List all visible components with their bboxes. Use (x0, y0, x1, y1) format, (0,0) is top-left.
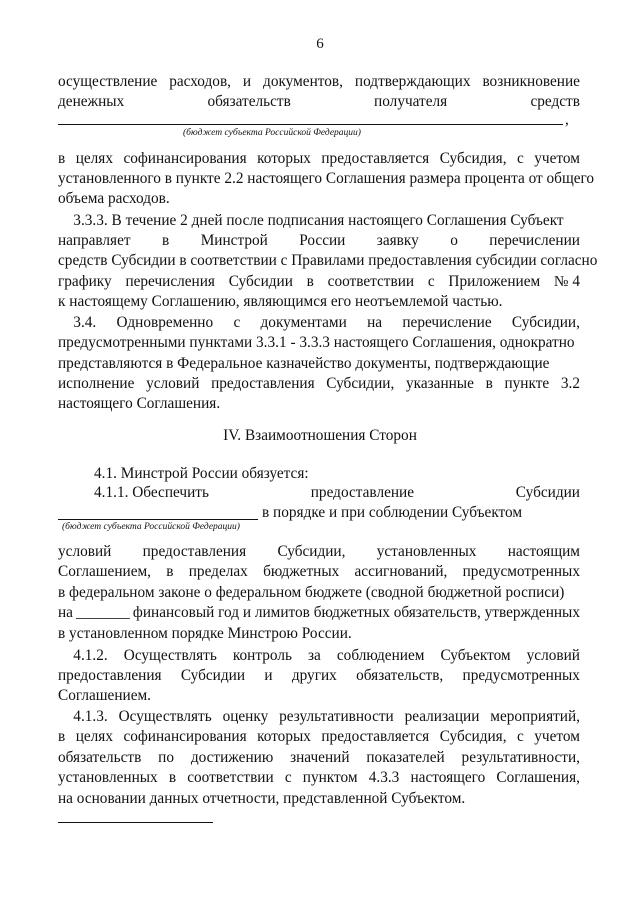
word: Субсидии (180, 667, 246, 684)
word: Субсидии, (326, 375, 395, 392)
text-line (58, 707, 580, 727)
word: Субсидии, (511, 314, 580, 331)
word: заявку (376, 232, 419, 249)
word: расходов, (169, 73, 231, 90)
word: в (58, 150, 66, 167)
word: ассигнований, (354, 563, 448, 580)
word: в (306, 273, 314, 290)
word: софинансирования (123, 150, 247, 167)
word: условий (526, 647, 580, 664)
blank-line-tail (565, 110, 585, 130)
word: в установленном порядке Минстрою России. (58, 625, 352, 642)
word: перечисление (402, 314, 492, 331)
word: соблюдением (336, 647, 425, 664)
word: 3.3.3. В течение 2 дней после подписания настоящего Соглашения Субъект (58, 212, 564, 229)
text-line (58, 272, 580, 292)
word: к настоящему Соглашению, являющимся его неотъемлемой частью. (58, 293, 503, 310)
word: оценку (222, 708, 269, 725)
text-line (58, 333, 580, 353)
word: показателей (366, 749, 445, 766)
blank-line-budget-2 (58, 519, 258, 520)
word: средств (530, 93, 580, 110)
text-line (58, 686, 580, 706)
word: условий (146, 375, 200, 392)
word: представляются в Федеральное казначейство документы, подтверждающие (58, 355, 550, 372)
word: в (485, 375, 493, 392)
text-line (58, 646, 580, 666)
word: установленных (58, 769, 158, 786)
word: учетом (534, 150, 580, 167)
word: и (264, 667, 273, 684)
word: Субсидии, (277, 543, 346, 560)
word: направляет (58, 232, 131, 249)
text-line (58, 149, 580, 169)
word: осуществление (58, 73, 158, 90)
word: 3.4. (58, 314, 97, 331)
word: настоящим (507, 543, 580, 560)
text-line (58, 72, 580, 92)
text-line (58, 624, 580, 644)
blank-line-2-tail (262, 503, 580, 523)
word: пределах (188, 563, 248, 580)
word: достижению (190, 749, 274, 766)
text-line (58, 562, 580, 582)
word: предоставления (58, 667, 162, 684)
text-line (58, 789, 580, 809)
text-line (58, 292, 580, 312)
word: с (517, 150, 524, 167)
word: средств Субсидии в соответствии с Правилами предоставления субсидии согласно (58, 252, 598, 269)
word: Соглашением. (58, 687, 152, 704)
word: настоящего Соглашения. (58, 395, 221, 412)
word: целях (75, 728, 113, 745)
blank-caption-2: (бюджет субъекта Российской Федерации) (62, 522, 240, 532)
word: _______ (76, 604, 130, 621)
word: на (58, 604, 73, 621)
word: Приложением (448, 273, 541, 290)
word: соответствии (187, 769, 274, 786)
word: настоящего (410, 769, 486, 786)
word: Соглашением, (58, 563, 152, 580)
word: Соглашения, (496, 769, 580, 786)
text-line (58, 727, 580, 747)
blank-line-budget (58, 124, 563, 125)
word: получателя (374, 93, 448, 110)
text-line (58, 374, 580, 394)
word: пунктом (302, 769, 358, 786)
word: объема расходов. (58, 190, 170, 207)
item-4-1-1-word: предоставление (310, 484, 415, 501)
word: бюджетных (263, 563, 340, 580)
word: 4.3.3 (368, 769, 400, 786)
word: предоставления (142, 543, 247, 560)
word: Субсидия, (439, 728, 507, 745)
text-line (58, 354, 580, 374)
text-line (58, 231, 580, 251)
word: Субъектом (440, 647, 511, 664)
word: документами (260, 314, 347, 331)
word: в федеральном законе о федеральном бюджете (сводной бюджетной росписи) (58, 584, 565, 601)
item-4-1-1-word: Субсидии (515, 484, 580, 501)
word: предоставляется (321, 150, 430, 167)
word: возникновение (482, 73, 580, 90)
word: Субсидия, (439, 150, 507, 167)
item-4-1 (94, 464, 580, 484)
word: 4.1.2. (58, 647, 108, 664)
text-line (58, 394, 580, 414)
word: Осуществлять (118, 708, 212, 725)
word: с (233, 314, 241, 331)
page-number: 6 (316, 36, 324, 52)
word: Осуществлять (123, 647, 217, 664)
word: перечислении (489, 232, 580, 249)
word: исполнение (58, 375, 135, 392)
word: установленных (376, 543, 477, 560)
text-line (58, 169, 595, 189)
word: и (242, 73, 252, 90)
word: графику (58, 273, 112, 290)
word: подтверждающих (354, 73, 471, 90)
item-4-1-text: 4.1. Минстрой России обязуется: (94, 465, 309, 482)
word: которых (257, 150, 311, 167)
word: на (367, 314, 383, 331)
word: в (166, 563, 174, 580)
word: с (427, 273, 435, 290)
word: в (58, 728, 66, 745)
word: перечисления (125, 273, 215, 290)
word: результативности (279, 708, 394, 725)
word: Субсидии (228, 273, 293, 290)
word: в (162, 232, 170, 249)
word: № 4 (553, 273, 580, 290)
word: обязательств (58, 749, 142, 766)
word: указанные (405, 375, 474, 392)
word: учетом (534, 728, 580, 745)
text-line (58, 542, 580, 562)
text-line (58, 251, 598, 271)
text-line (58, 603, 580, 623)
text-line (58, 211, 580, 231)
word: обязательств, (356, 667, 444, 684)
word: 4.1.3. (58, 708, 108, 725)
item-4-1-1-lead: 4.1.1. Обеспечить (94, 484, 209, 501)
word: денежных (58, 93, 125, 110)
word: с (284, 769, 292, 786)
text-line (58, 92, 580, 112)
word: условий (58, 543, 112, 560)
word: софинансирования (123, 728, 247, 745)
word: предусмотренными пунктами 3.3.1 - 3.3.3 настоящего Соглашения, однократно (58, 334, 575, 351)
text-line (58, 748, 580, 768)
word: по (158, 749, 174, 766)
text-line (58, 189, 580, 209)
text-line (58, 583, 580, 603)
word: мероприятий, (490, 708, 580, 725)
word: предусмотренных (462, 667, 580, 684)
word: с (517, 728, 524, 745)
word: о (450, 232, 458, 249)
word: целях (75, 150, 113, 167)
word: 3.2 (560, 375, 580, 392)
word: которых (257, 728, 311, 745)
word: документов, (263, 73, 343, 90)
word: пункте (504, 375, 550, 392)
word: Одновременно (116, 314, 214, 331)
word: значений (290, 749, 350, 766)
text-line (58, 768, 580, 788)
word: финансовый год и лимитов бюджетных обязательств, утвержденных (132, 604, 580, 621)
word: предоставляется (321, 728, 430, 745)
word: России (299, 232, 346, 249)
word: реализации (404, 708, 480, 725)
text-line (58, 666, 580, 686)
word: за (308, 647, 321, 664)
word: обязательств (207, 93, 291, 110)
section-title: IV. Взаимоотношения Сторон (223, 427, 417, 444)
footnote-separator (58, 822, 213, 823)
blank-2-tail-text: в порядке и при соблюдении Субъектом (262, 504, 523, 521)
word: результативности, (461, 749, 580, 766)
word: предоставления (211, 375, 315, 392)
comma: , (565, 111, 569, 128)
word: соответствии (327, 273, 415, 290)
item-4-1-1 (94, 483, 580, 503)
word: на основании данных отчетности, представленной Субъектом. (58, 790, 466, 807)
word: установленного в пункте 2.2 настоящего Соглашения размера процента от общего (58, 170, 595, 187)
word: других (291, 667, 337, 684)
word: в (168, 769, 177, 786)
blank-caption: (бюджет субъекта Российской Федерации) (183, 128, 361, 138)
text-line (58, 313, 580, 333)
word: Минстрой (200, 232, 268, 249)
word: контроль (232, 647, 292, 664)
word: предусмотренных (462, 563, 580, 580)
